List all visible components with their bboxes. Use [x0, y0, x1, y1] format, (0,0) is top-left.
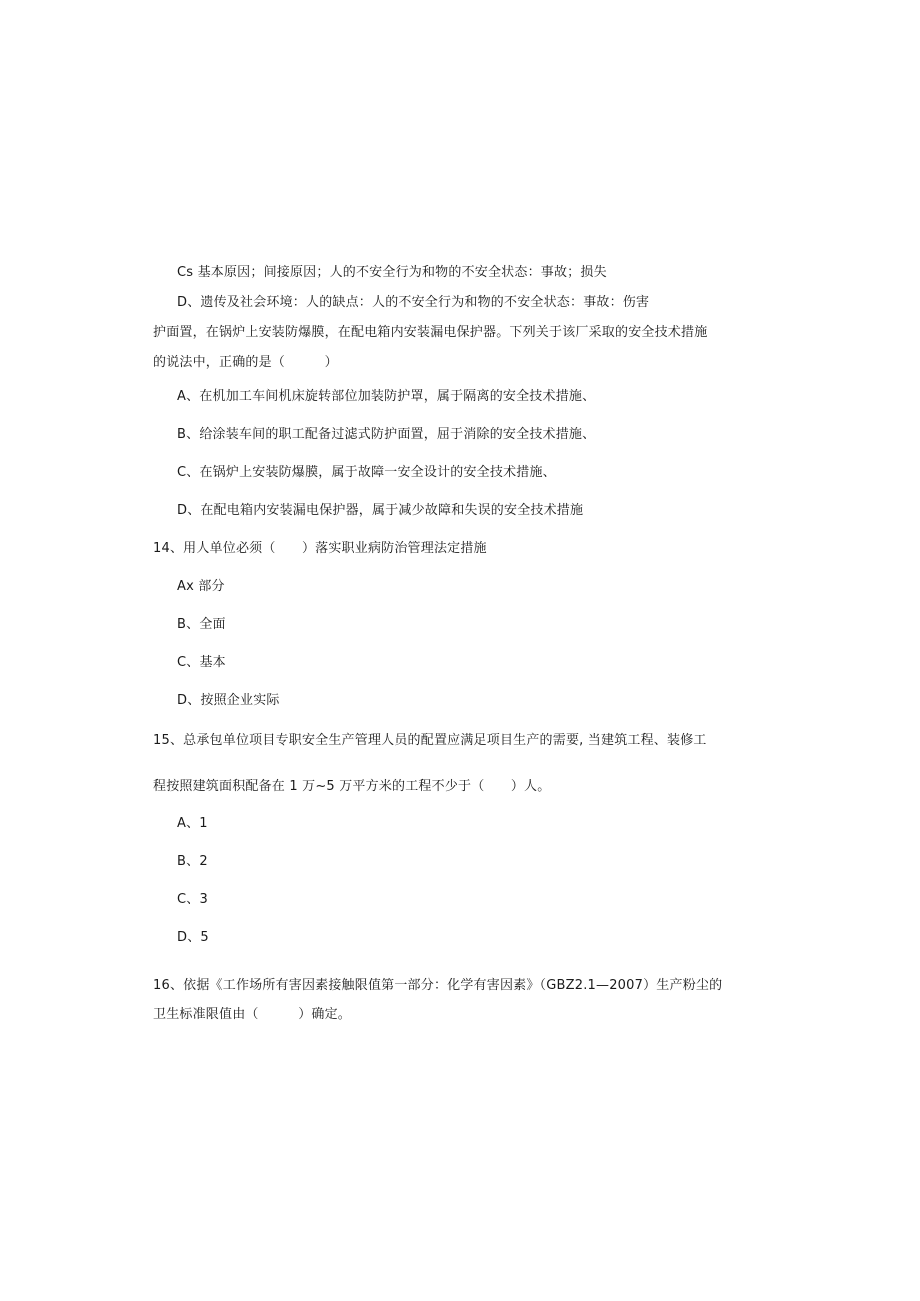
question-16-text-line-2: 卫生标准限值由（ ）确定。 — [153, 1007, 352, 1022]
question-16-text-line-1: 16、依据《工作场所有害因素接触限值第一部分：化学有害因素》（GBZ2.1—2007）生产粉尘的 — [153, 978, 723, 993]
question-15-option-d: D、5 — [177, 930, 209, 945]
question-14-option-c: C、基本 — [177, 655, 226, 670]
question-14-option-b: B、全面 — [177, 617, 226, 632]
question-13-option-c: C、在锅炉上安装防爆膜，属于故障一安全设计的安全技术措施、 — [177, 465, 556, 480]
question-14-text: 14、用人单位必须（ ）落实职业病防治管理法定措施 — [153, 541, 487, 556]
question-15-text-line-2: 程按照建筑面积配备在 1 万~5 万平方米的工程不少于（ ）人。 — [153, 779, 551, 794]
option-c-q13-prev: Cs 基本原因；间接原因；人的不安全行为和物的不安全状态：事故；损失 — [177, 265, 607, 280]
question-13-option-d: D、在配电箱内安装漏电保护器，属于减少故障和失误的安全技术措施 — [177, 503, 584, 518]
option-d-q13-prev: D、遗传及社会环境：人的缺点：人的不安全行为和物的不安全状态：事故：伤害 — [177, 295, 650, 310]
question-15-option-a: A、1 — [177, 816, 208, 831]
question-13-text-line-1: 护面置，在锅炉上安装防爆膜，在配电箱内安装漏电保护器。下列关于该厂采取的安全技术措施 — [153, 325, 708, 340]
question-14-option-d: D、按照企业实际 — [177, 693, 280, 708]
question-15-option-c: C、3 — [177, 892, 208, 907]
question-14-option-a: Ax 部分 — [177, 579, 225, 594]
question-13-option-b: B、给涂装车间的职工配备过滤式防护面置，屈于消除的安全技术措施、 — [177, 427, 596, 442]
question-13-text-line-2: 的说法中，正确的是（ ） — [153, 355, 338, 370]
question-15-text-line-1: 15、总承包单位项目专职安全生产管理人员的配置应满足项目生产的需要, 当建筑工程、装修工 — [153, 733, 707, 748]
question-13-option-a: A、在机加工车间机床旋转部位加装防护罩，属于隔离的安全技术措施、 — [177, 389, 596, 404]
question-15-option-b: B、2 — [177, 854, 208, 869]
